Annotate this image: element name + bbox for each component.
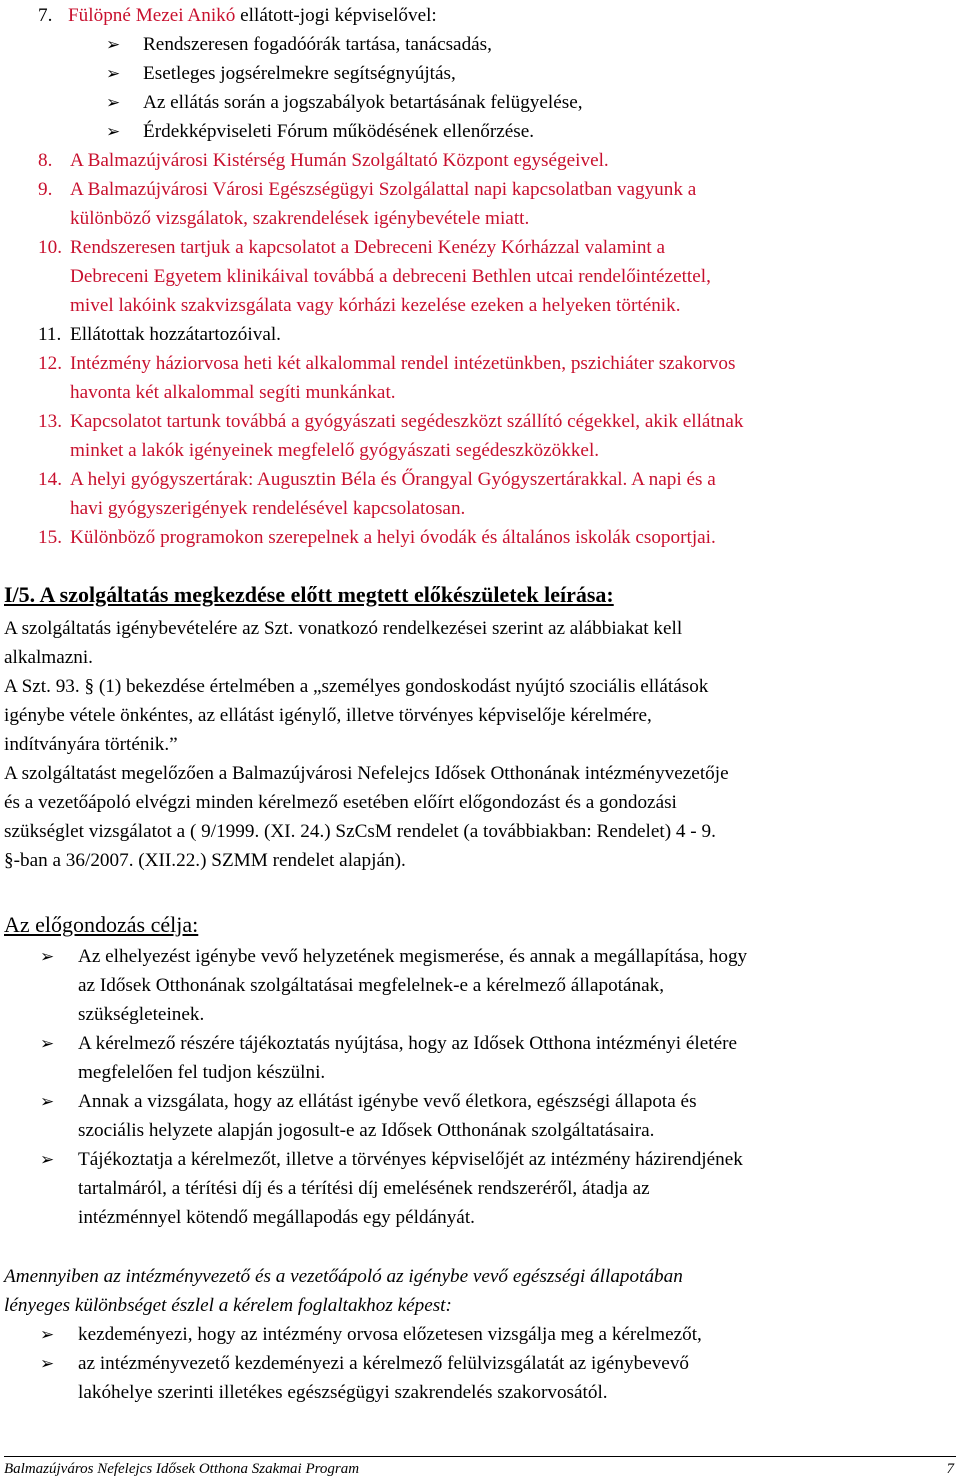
- purpose-heading: Az előgondozás célja:: [4, 912, 199, 937]
- arrow-bullet-icon: ➢: [40, 1325, 55, 1344]
- arrow-bullet-icon: ➢: [40, 947, 55, 966]
- item-line: [70, 175, 936, 204]
- item-number: 12.: [38, 353, 62, 374]
- bullet-text: Az ellátás során a jogszabályok betartásának felügyelése,: [143, 92, 583, 113]
- paragraph-text: igénybe vétele önkéntes, az ellátást igénylő, illetve törvényes képviselője kérelmére,: [4, 705, 652, 726]
- item-7-lead: Fülöpné Mezei Anikó: [68, 5, 236, 26]
- paragraph-text: Amennyiben az intézményvezető és a vezetőápoló az igénybe vevő egészségi állapotában: [4, 1266, 683, 1287]
- item-text: havi gyógyszerigények rendelésével kapcsolatosan.: [70, 498, 466, 519]
- arrow-bullet-icon: ➢: [106, 93, 121, 112]
- arrow-bullet-icon: ➢: [40, 1034, 55, 1053]
- item-text: Különböző programokon szerepelnek a helyi óvodák és általános iskolák csoportjai.: [70, 527, 716, 548]
- arrow-bullet-icon: ➢: [106, 64, 121, 83]
- paragraph-text: alkalmazni.: [4, 647, 93, 668]
- paragraph-text: és a vezetőápoló elvégzi minden kérelmező esetében előírt előgondozást és a gondozási: [4, 792, 677, 813]
- item-number: 10.: [38, 237, 62, 258]
- item-text: Rendszeresen tartjuk a kapcsolatot a Debreceni Kenézy Kórházzal valamint a: [70, 237, 666, 258]
- item-text: A Balmazújvárosi Városi Egészségügyi Szolgálattal napi kapcsolatban vagyunk a: [70, 179, 697, 200]
- item-number: 14.: [38, 469, 62, 490]
- item-text: Intézmény háziorvosa heti két alkalommal rendel intézetünkben, pszichiáter szakorvos: [70, 353, 736, 374]
- bullet-text: tartalmáról, a térítési díj és a térítési díj emelésének rendszeréről, átadja az: [78, 1178, 650, 1199]
- item-text: A helyi gyógyszertárak: Augusztin Béla és Őrangyal Gyógyszertárakkal. A napi és a: [70, 469, 716, 490]
- item-number: 13.: [38, 411, 62, 432]
- bullet-text: Esetleges jogsérelmekre segítségnyújtás,: [143, 63, 456, 84]
- paragraph-text: szükséglet vizsgálatot a ( 9/1999. (XI. 24.) SzCsM rendelet (a továbbiakban: Rendelet) 4 - 9.: [4, 821, 716, 842]
- bullet-text: kezdeményezi, hogy az intézmény orvosa előzetesen vizsgálja meg a kérelmezőt,: [78, 1324, 702, 1345]
- bullet-text: Annak a vizsgálata, hogy az ellátást igénybe vevő életkora, egészségi állapota és: [78, 1091, 697, 1112]
- bullet-text: szükségleteinek.: [78, 1004, 205, 1025]
- bullet-text: Tájékoztatja a kérelmezőt, illetve a törvényes képviselőjét az intézmény házirendjének: [78, 1149, 743, 1170]
- item-number: 8.: [38, 150, 53, 171]
- item-7-rest: ellátott-jogi képviselővel:: [235, 5, 437, 26]
- paragraph-text: lényeges különbséget észlel a kérelem foglaltakhoz képest:: [4, 1295, 452, 1316]
- bullet-text: megfelelően fel tudjon készülni.: [78, 1062, 326, 1083]
- paragraph-text: A szolgáltatás igénybevételére az Szt. vonatkozó rendelkezései szerint az alábbiakat kell: [4, 618, 683, 639]
- item-text: Debreceni Egyetem klinikáival továbbá a debreceni Bethlen utcai rendelőintézettel,: [70, 266, 711, 287]
- item-text: minket a lakók igényeinek megfelelő gyógyászati segédeszközökkel.: [70, 440, 600, 461]
- item-text: Kapcsolatot tartunk továbbá a gyógyászati segédeszközt szállító cégekkel, akik ellátnak: [70, 411, 744, 432]
- paragraph-text: A szolgáltatást megelőzően a Balmazújvárosi Nefelejcs Idősek Otthonának intézményvezetője: [4, 763, 729, 784]
- arrow-bullet-icon: ➢: [40, 1092, 55, 1111]
- item-text: különböző vizsgálatok, szakrendelések igénybevétele miatt.: [70, 208, 530, 229]
- item-number: 7.: [38, 5, 53, 26]
- paragraph-text: A Szt. 93. § (1) bekezdése értelmében a „személyes gondoskodást nyújtó szociális ellátások: [4, 676, 709, 697]
- section-heading: I/5. A szolgáltatás megkezdése előtt megtett előkészületek leírása:: [4, 582, 614, 607]
- bullet-text: az intézményvezető kezdeményezi a kérelmező felülvizsgálatát az igénybevevő: [78, 1353, 690, 1374]
- footer-text: Balmazújváros Nefelejcs Idősek Otthona Szakmai Program: [4, 1461, 360, 1477]
- item-text: havonta két alkalommal segíti munkánkat.: [70, 382, 396, 403]
- item-text: mivel lakóink szakvizsgálata vagy kórházi kezelése ezeken a helyeken történik.: [70, 295, 681, 316]
- item-text: Ellátottak hozzátartozóival.: [70, 324, 281, 345]
- bullet-text: intézménnyel kötendő megállapodás egy példányát.: [78, 1207, 475, 1228]
- bullet-text: Az elhelyezést igénybe vevő helyzetének megismerése, és annak a megállapítása, hogy: [78, 946, 748, 967]
- item-number: 11.: [38, 324, 62, 345]
- arrow-bullet-icon: ➢: [40, 1354, 55, 1373]
- item-number: 15.: [38, 527, 62, 548]
- bullet-text: lakóhelye szerinti illetékes egészségügyi szakrendelés szakorvosától.: [78, 1382, 608, 1403]
- paragraph-text: §-ban a 36/2007. (XII.22.) SZMM rendelet alapján).: [4, 850, 406, 871]
- paragraph-text: indítványára történik.”: [4, 734, 178, 755]
- bullet-text: Rendszeresen fogadóórák tartása, tanácsadás,: [143, 34, 492, 55]
- bullet-text: szociális helyzete alapján jogosult-e az Idősek Otthonának szolgáltatásaira.: [78, 1120, 655, 1141]
- bullet-text: A kérelmező részére tájékoztatás nyújtása, hogy az Idősek Otthona intézményi életére: [78, 1033, 738, 1054]
- arrow-bullet-icon: ➢: [40, 1150, 55, 1169]
- item-text: A Balmazújvárosi Kistérség Humán Szolgáltató Központ egységeivel.: [70, 150, 609, 171]
- arrow-bullet-icon: ➢: [106, 122, 121, 141]
- page-number: 7: [946, 1461, 954, 1477]
- bullet-text: Érdekképviseleti Fórum működésének ellenőrzése.: [143, 121, 535, 142]
- footer-rule: [4, 1456, 956, 1457]
- bullet-text: az Idősek Otthonának szolgáltatásai megfelelnek-e a kérelmező állapotának,: [78, 975, 665, 996]
- item-number: 9.: [38, 179, 53, 200]
- arrow-bullet-icon: ➢: [106, 35, 121, 54]
